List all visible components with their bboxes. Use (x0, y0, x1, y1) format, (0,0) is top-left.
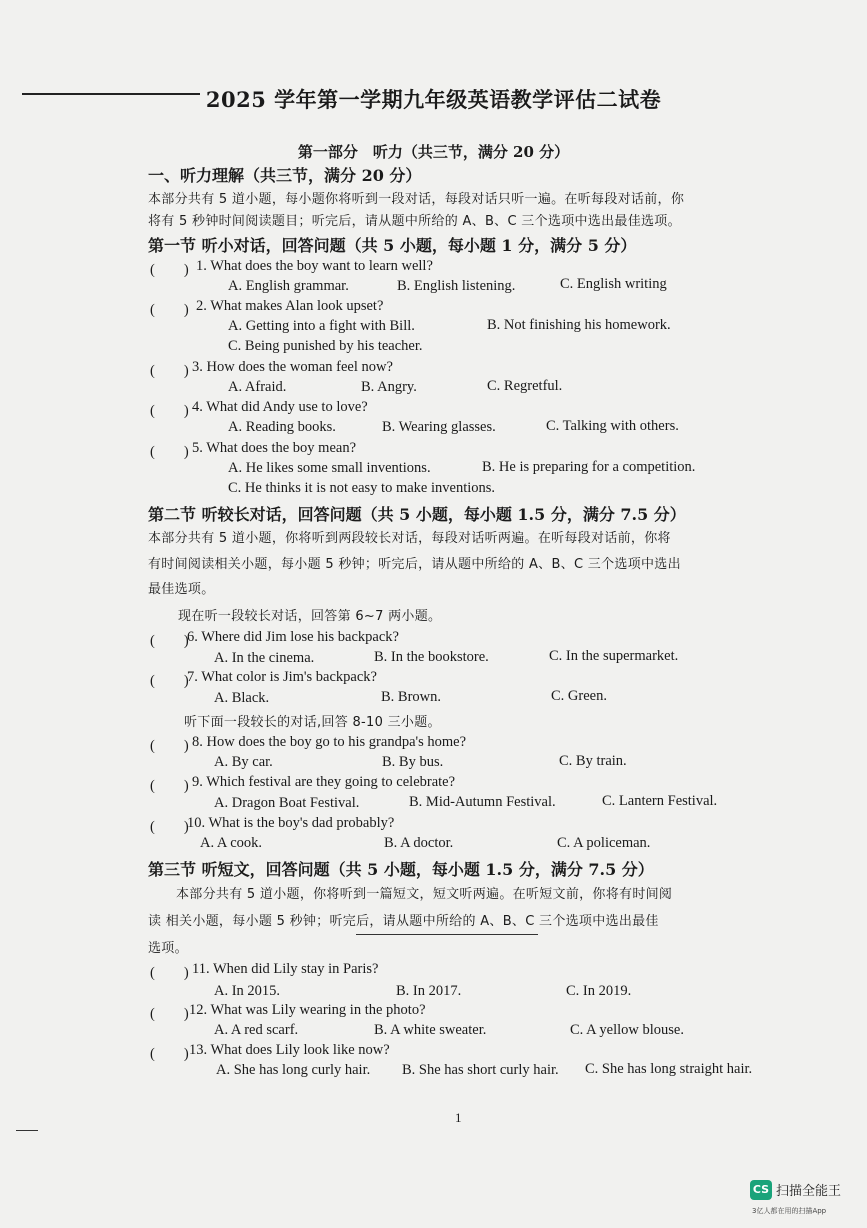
question-11-option-a: A. In 2015. (214, 983, 281, 999)
question-11-option-c: C. In 2019. (566, 983, 632, 999)
question-5-option-a: A. He likes some small inventions. (228, 460, 431, 476)
question-11-stem: 11. When did Lily stay in Paris? (192, 961, 379, 977)
question-13-option-c: C. She has long straight hair. (585, 1061, 753, 1077)
question-6-option-b: B. In the bookstore. (374, 649, 489, 665)
section3-intro-line1: 本部分共有 5 道小题，你将听到一篇短文，短文听两遍。在听短文前，你将有时间阅 (176, 887, 673, 902)
page-number: 1 (455, 1110, 462, 1125)
answer-blank-9[interactable]: ( ) (150, 778, 189, 794)
exam-title: 2025 学年第一学期九年级英语教学评估二试卷 (205, 87, 662, 112)
question-7-option-a: A. Black. (214, 690, 270, 706)
section2-lead-2: 听下面一段较长的对话,回答 8-10 三小题。 (184, 715, 441, 730)
question-12-stem: 12. What was Lily wearing in the photo? (189, 1002, 426, 1018)
question-4-option-c: C. Talking with others. (546, 418, 679, 434)
section1-intro-line2: 将有 5 秒钟时间阅读题目；听完后，请从题中所给的 A、B、C 三个选项中选出最佳选项。 (148, 214, 681, 229)
question-2-option-a: A. Getting into a fight with Bill. (228, 318, 415, 334)
question-6-option-c: C. In the supermarket. (549, 648, 679, 664)
answer-blank-3[interactable]: ( ) (150, 363, 189, 379)
question-8-stem: 8. How does the boy go to his grandpa's home? (192, 734, 467, 750)
question-5-option-b: B. He is preparing for a competition. (482, 459, 696, 475)
section2-heading: 第二节 听较长对话，回答问题（共 5 小题，每小题 1.5 分，满分 7.5 分） (148, 505, 686, 524)
answer-blank-4[interactable]: ( ) (150, 403, 189, 419)
question-13-option-b: B. She has short curly hair. (402, 1062, 559, 1078)
question-2-option-b: B. Not finishing his homework. (487, 317, 671, 333)
question-13-stem: 13. What does Lily look like now? (189, 1042, 390, 1058)
question-2-option-c: C. Being punished by his teacher. (228, 338, 423, 354)
question-3-option-b: B. Angry. (361, 379, 417, 395)
answer-blank-5[interactable]: ( ) (150, 444, 189, 460)
question-3-stem: 3. How does the woman feel now? (192, 359, 393, 375)
question-2-stem: 2. What makes Alan look upset? (196, 298, 384, 314)
question-4-option-a: A. Reading books. (228, 419, 336, 435)
question-10-option-c: C. A policeman. (557, 835, 651, 851)
section2-intro-line2: 有时间阅读相关小题，每小题 5 秒钟；听完后，请从题中所给的 A、B、C 三个选项中选出 (148, 557, 681, 572)
question-12-option-b: B. A white sweater. (374, 1022, 487, 1038)
question-1-option-b: B. English listening. (397, 278, 516, 294)
section1-heading: 一、听力理解（共三节，满分 20 分） (148, 166, 422, 185)
question-4-stem: 4. What did Andy use to love? (192, 399, 368, 415)
question-5-stem: 5. What does the boy mean? (192, 440, 357, 456)
question-7-option-c: C. Green. (551, 688, 607, 704)
question-8-option-b: B. By bus. (382, 754, 444, 770)
question-7-stem: 7. What color is Jim's backpack? (187, 669, 377, 685)
question-9-option-b: B. Mid-Autumn Festival. (409, 794, 556, 810)
question-6-stem: 6. Where did Jim lose his backpack? (187, 629, 399, 645)
section2-intro-line3: 最佳选项。 (148, 582, 215, 597)
question-12-option-a: A. A red scarf. (214, 1022, 299, 1038)
question-9-option-a: A. Dragon Boat Festival. (214, 795, 360, 811)
section3-heading: 第三节 听短文，回答问题（共 5 小题，每小题 1.5 分，满分 7.5 分） (148, 860, 654, 879)
decorative-underline (356, 934, 538, 935)
question-11-option-b: B. In 2017. (396, 983, 462, 999)
answer-blank-13[interactable]: ( ) (150, 1046, 189, 1062)
question-10-stem: 10. What is the boy's dad probably? (187, 815, 395, 831)
question-3-option-a: A. Afraid. (228, 379, 287, 395)
scanner-app-name: 扫描全能王 (776, 1184, 842, 1199)
question-8-option-c: C. By train. (559, 753, 627, 769)
answer-blank-2[interactable]: ( ) (150, 302, 189, 318)
question-12-option-c: C. A yellow blouse. (570, 1022, 684, 1038)
question-1-stem: 1. What does the boy want to learn well? (196, 258, 433, 274)
answer-blank-12[interactable]: ( ) (150, 1006, 189, 1022)
question-10-option-b: B. A doctor. (384, 835, 454, 851)
section3-intro-line2: 读 相关小题，每小题 5 秒钟；听完后，请从题中所给的 A、B、C 三个选项中选出最佳 (148, 914, 659, 929)
scanner-watermark (748, 1176, 858, 1224)
question-7-option-b: B. Brown. (381, 689, 442, 705)
question-9-stem: 9. Which festival are they going to celebrate? (192, 774, 456, 790)
scanner-logo-icon: CS (750, 1180, 772, 1200)
part-title: 第一部分 听力（共三节，满分 20 分） (297, 143, 570, 161)
section1-subheading: 第一节 听小对话，回答问题（共 5 小题，每小题 1 分，满分 5 分） (148, 236, 637, 255)
answer-blank-11[interactable]: ( ) (150, 965, 189, 981)
answer-blank-8[interactable]: ( ) (150, 738, 189, 754)
answer-blank-6[interactable]: ( ) (150, 633, 189, 649)
question-6-option-a: A. In the cinema. (214, 650, 315, 666)
question-3-option-c: C. Regretful. (487, 378, 563, 394)
question-1-option-a: A. English grammar. (228, 278, 349, 294)
question-4-option-b: B. Wearing glasses. (382, 419, 496, 435)
scanner-tagline: 3亿人都在用的扫描App (752, 1207, 827, 1215)
question-10-option-a: A. A cook. (200, 835, 263, 851)
question-1-option-c: C. English writing (560, 276, 667, 292)
section3-intro-line3: 选项。 (148, 941, 188, 956)
section2-intro-line1: 本部分共有 5 道小题，你将听到两段较长对话，每段对话听两遍。在听每段对话前，你将 (148, 531, 671, 546)
answer-blank-10[interactable]: ( ) (150, 819, 189, 835)
answer-blank-1[interactable]: ( ) (150, 262, 189, 278)
answer-blank-7[interactable]: ( ) (150, 673, 189, 689)
margin-mark (16, 1130, 38, 1131)
section2-lead-1: 现在听一段较长对话，回答第 6~7 两小题。 (178, 609, 442, 624)
question-5-option-c: C. He thinks it is not easy to make inventions. (228, 480, 496, 496)
section1-intro-line1: 本部分共有 5 道小题，每小题你将听到一段对话，每段对话只听一遍。在听每段对话前，你 (148, 192, 685, 207)
question-13-option-a: A. She has long curly hair. (216, 1062, 371, 1078)
question-8-option-a: A. By car. (214, 754, 273, 770)
question-9-option-c: C. Lantern Festival. (602, 793, 718, 809)
